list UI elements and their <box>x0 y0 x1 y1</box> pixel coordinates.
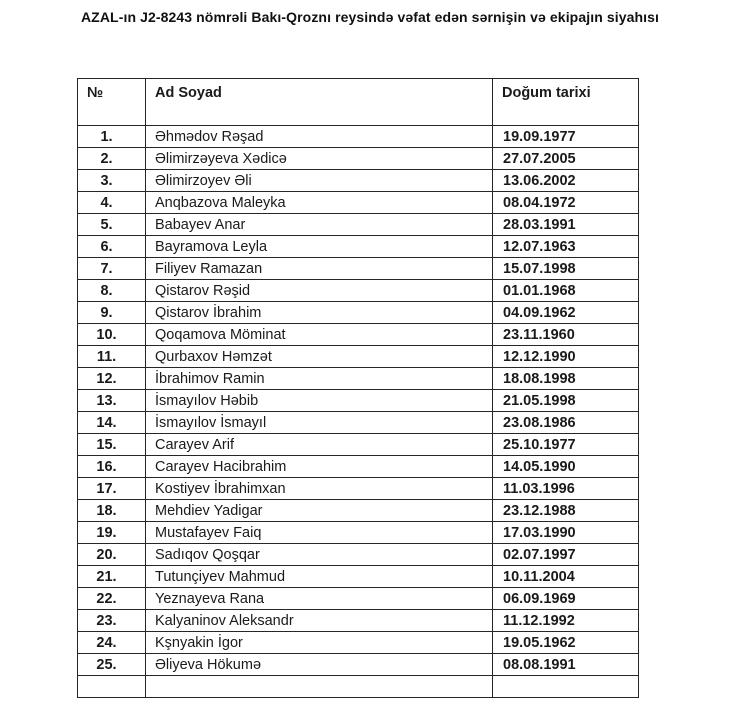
row-birthdate: 12.12.1990 <box>493 346 639 368</box>
row-number: 9. <box>78 302 146 324</box>
row-birthdate: 23.12.1988 <box>493 500 639 522</box>
row-name: Mustafayev Faiq <box>146 522 493 544</box>
row-number: 10. <box>78 324 146 346</box>
row-name: Mehdiev Yadigar <box>146 500 493 522</box>
row-name: İsmayılov İsmayıl <box>146 412 493 434</box>
row-name: Qurbaxov Həmzət <box>146 346 493 368</box>
table-row <box>78 192 639 214</box>
row-name: Əlimirzoyev Əli <box>146 170 493 192</box>
row-birthdate: 19.09.1977 <box>493 126 639 148</box>
row-name: Qistarov Rəşid <box>146 280 493 302</box>
row-birthdate: 02.07.1997 <box>493 544 639 566</box>
column-header-birthdate: Doğum tarixi <box>493 79 639 126</box>
table-row <box>78 170 639 192</box>
row-number: 25. <box>78 654 146 676</box>
table-row <box>78 566 639 588</box>
table-row <box>78 214 639 236</box>
row-birthdate: 06.09.1969 <box>493 588 639 610</box>
table-row <box>78 434 639 456</box>
table-body <box>78 126 639 698</box>
row-number: 22. <box>78 588 146 610</box>
row-birthdate: 17.03.1990 <box>493 522 639 544</box>
row-name: Qistarov İbrahim <box>146 302 493 324</box>
table-row <box>78 368 639 390</box>
table-row <box>78 500 639 522</box>
row-birthdate: 15.07.1998 <box>493 258 639 280</box>
row-name: Kalyaninov Aleksandr <box>146 610 493 632</box>
passenger-table <box>77 78 639 698</box>
table-row <box>78 588 639 610</box>
row-number: 2. <box>78 148 146 170</box>
row-number: 6. <box>78 236 146 258</box>
row-birthdate: 11.03.1996 <box>493 478 639 500</box>
row-name: Tutunçiyev Mahmud <box>146 566 493 588</box>
table-row <box>78 126 639 148</box>
row-number: 23. <box>78 610 146 632</box>
table-row <box>78 610 639 632</box>
row-name: Qoqamova Möminat <box>146 324 493 346</box>
table-row <box>78 632 639 654</box>
table-row <box>78 456 639 478</box>
row-number: 19. <box>78 522 146 544</box>
row-name: Kostiyev İbrahimxan <box>146 478 493 500</box>
row-birthdate: 11.12.1992 <box>493 610 639 632</box>
row-number: 15. <box>78 434 146 456</box>
row-name: Carayev Hacibrahim <box>146 456 493 478</box>
row-name: Yeznayeva Rana <box>146 588 493 610</box>
column-header-number: № <box>78 79 146 126</box>
row-number: 12. <box>78 368 146 390</box>
table-row <box>78 280 639 302</box>
row-number: 16. <box>78 456 146 478</box>
row-number: 24. <box>78 632 146 654</box>
table-row <box>78 148 639 170</box>
row-name: Anqbazova Maleyka <box>146 192 493 214</box>
row-birthdate: 27.07.2005 <box>493 148 639 170</box>
page-title: AZAL-ın J2-8243 nömrəli Bakı-Qroznı reysində vəfat edən sərnişin və ekipajın siyahısı <box>80 9 660 25</box>
row-number: 18. <box>78 500 146 522</box>
column-header-name: Ad Soyad <box>146 79 493 126</box>
table-row <box>78 258 639 280</box>
row-birthdate: 23.08.1986 <box>493 412 639 434</box>
table-header-row <box>78 79 639 126</box>
row-birthdate: 08.08.1991 <box>493 654 639 676</box>
row-number: 4. <box>78 192 146 214</box>
row-birthdate: 19.05.1962 <box>493 632 639 654</box>
row-birthdate: 01.01.1968 <box>493 280 639 302</box>
row-name: Kşnyakin İgor <box>146 632 493 654</box>
row-number: 20. <box>78 544 146 566</box>
row-name: İbrahimov Ramin <box>146 368 493 390</box>
empty-cell <box>146 676 493 698</box>
row-birthdate: 21.05.1998 <box>493 390 639 412</box>
row-number: 3. <box>78 170 146 192</box>
row-name: Filiyev Ramazan <box>146 258 493 280</box>
empty-table-row <box>78 676 639 698</box>
row-name: Carayev Arif <box>146 434 493 456</box>
row-birthdate: 23.11.1960 <box>493 324 639 346</box>
row-number: 7. <box>78 258 146 280</box>
row-birthdate: 28.03.1991 <box>493 214 639 236</box>
row-number: 13. <box>78 390 146 412</box>
empty-cell <box>78 676 146 698</box>
table-row <box>78 236 639 258</box>
row-number: 1. <box>78 126 146 148</box>
row-birthdate: 04.09.1962 <box>493 302 639 324</box>
table-row <box>78 324 639 346</box>
row-name: Əliyeva Hökumə <box>146 654 493 676</box>
row-name: Babayev Anar <box>146 214 493 236</box>
row-number: 21. <box>78 566 146 588</box>
row-number: 14. <box>78 412 146 434</box>
table-row <box>78 390 639 412</box>
table-row <box>78 522 639 544</box>
row-name: Əlimirzəyeva Xədicə <box>146 148 493 170</box>
row-birthdate: 14.05.1990 <box>493 456 639 478</box>
row-birthdate: 08.04.1972 <box>493 192 639 214</box>
row-number: 17. <box>78 478 146 500</box>
row-birthdate: 12.07.1963 <box>493 236 639 258</box>
row-name: İsmayılov Həbib <box>146 390 493 412</box>
row-birthdate: 10.11.2004 <box>493 566 639 588</box>
empty-cell <box>493 676 639 698</box>
table-row <box>78 654 639 676</box>
row-birthdate: 25.10.1977 <box>493 434 639 456</box>
row-birthdate: 18.08.1998 <box>493 368 639 390</box>
row-name: Bayramova Leyla <box>146 236 493 258</box>
table-row <box>78 302 639 324</box>
row-name: Sadıqov Qoşqar <box>146 544 493 566</box>
row-name: Əhmədov Rəşad <box>146 126 493 148</box>
row-birthdate: 13.06.2002 <box>493 170 639 192</box>
table-row <box>78 478 639 500</box>
row-number: 8. <box>78 280 146 302</box>
table-row <box>78 544 639 566</box>
row-number: 5. <box>78 214 146 236</box>
table-row <box>78 412 639 434</box>
table-row <box>78 346 639 368</box>
row-number: 11. <box>78 346 146 368</box>
